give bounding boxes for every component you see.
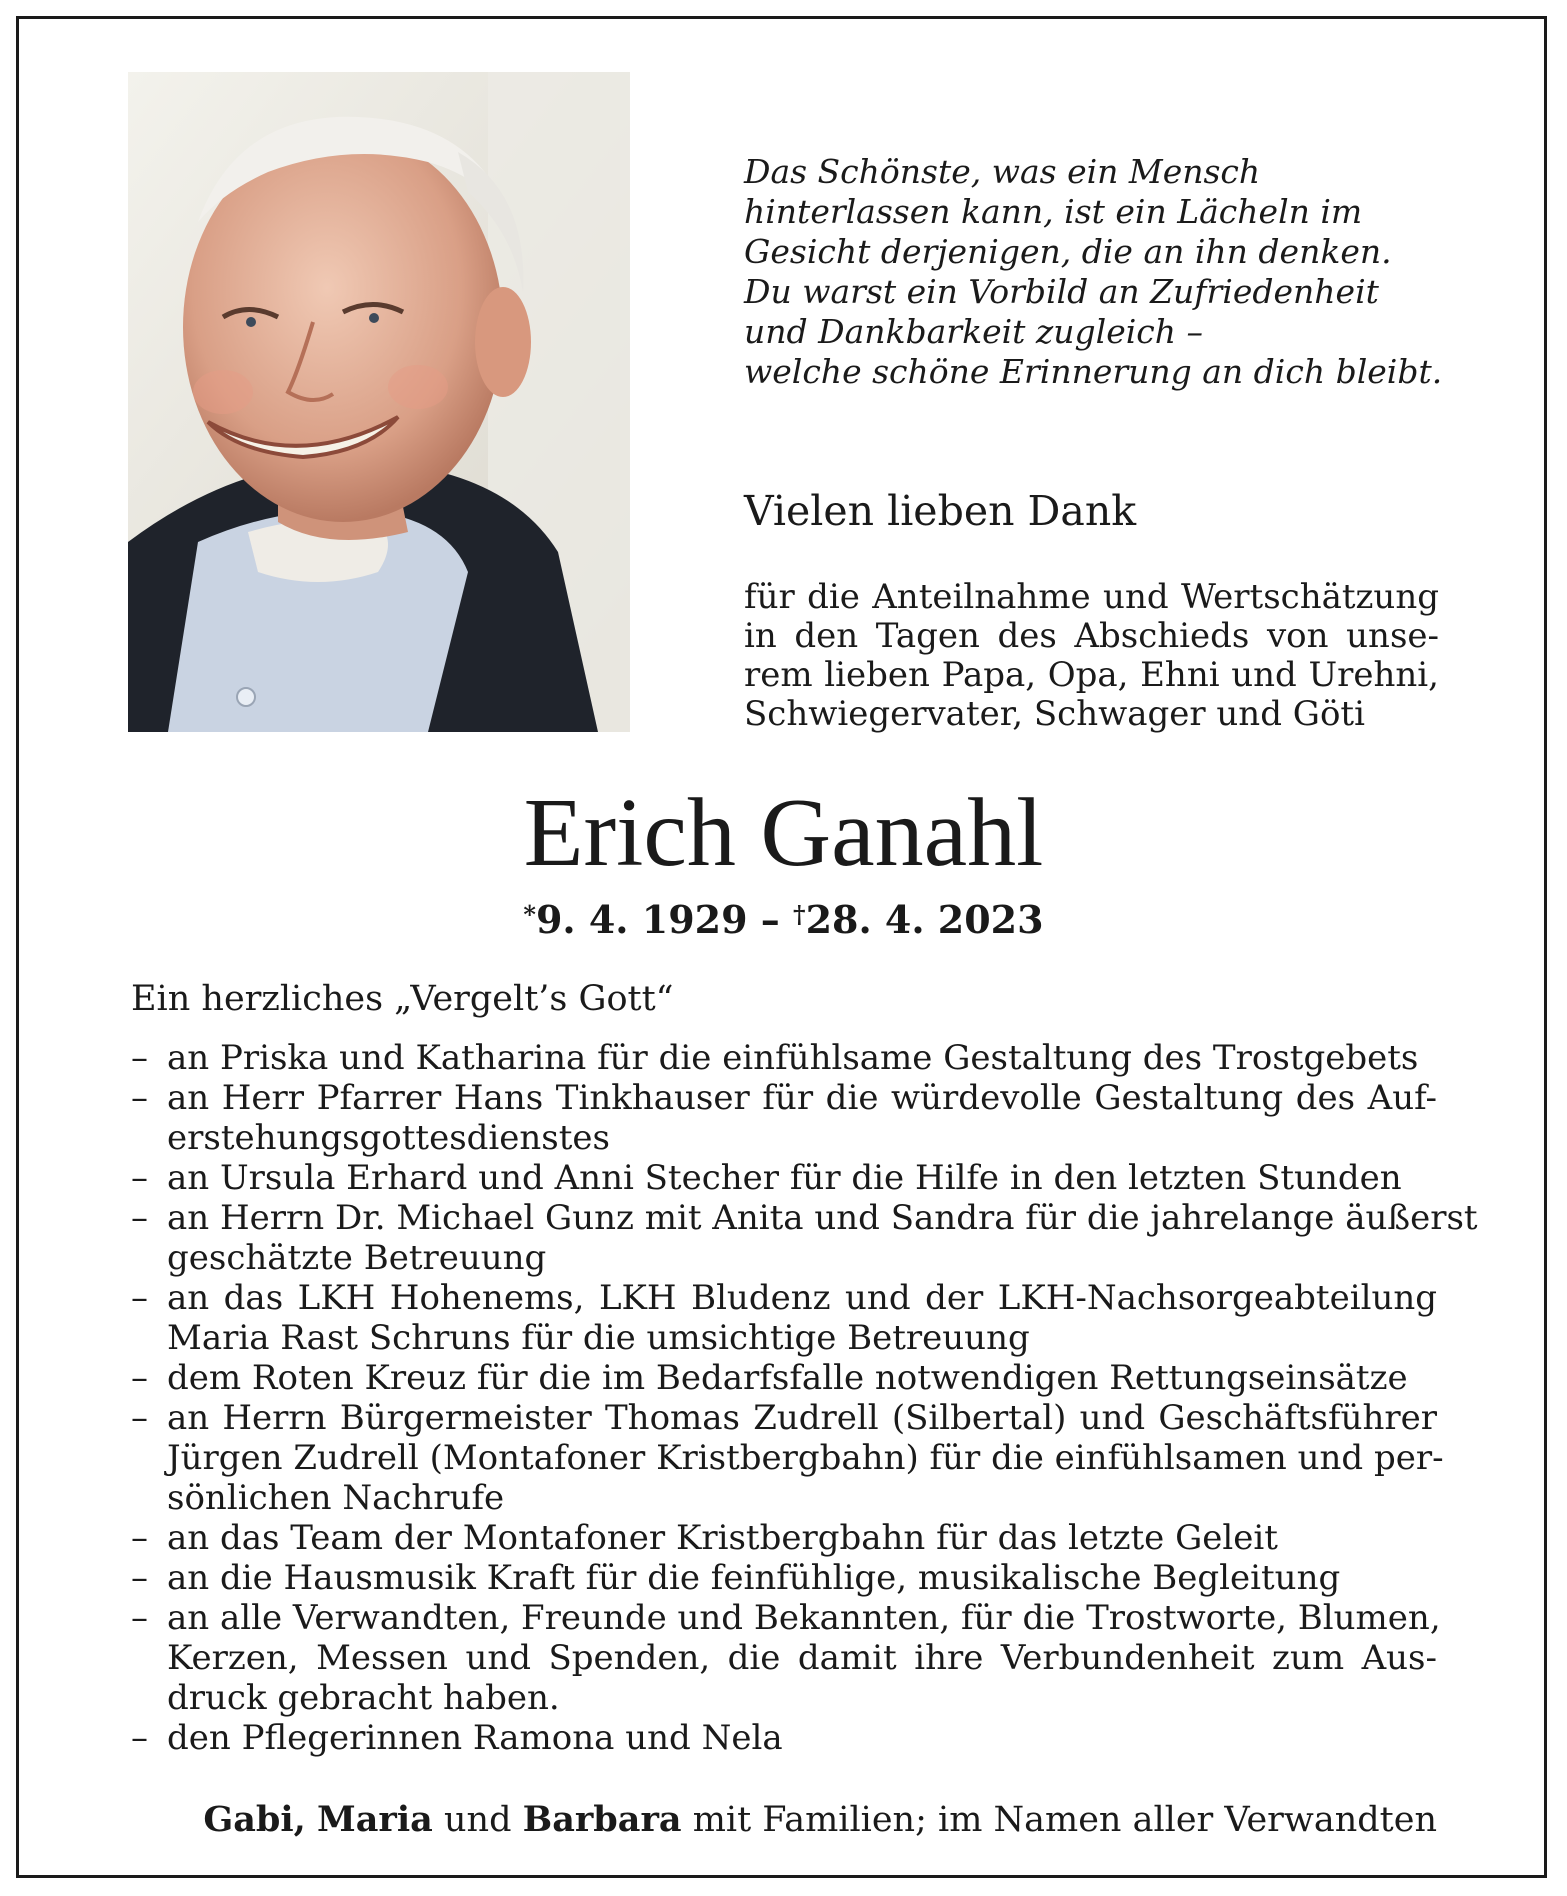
- signature-rest: mit Familien; im Namen aller Verwandten: [681, 1800, 1437, 1840]
- list-item-line: sönlichen Nachrufe: [167, 1478, 505, 1518]
- list-dash: –: [131, 1518, 148, 1558]
- portrait-photo: [128, 72, 630, 732]
- list-item-line: an das Team der Montafoner Kristbergbahn für das letzte Geleit: [167, 1518, 1278, 1558]
- list-item-line: geschätzte Betreuung: [167, 1238, 547, 1278]
- quote-line: Gesicht derjenigen, die an ihn denken.: [744, 232, 1392, 271]
- list-dash: –: [131, 1398, 148, 1438]
- list-item-line: dem Roten Kreuz für die im Bedarfsfalle notwendigen Rettungseinsätze: [167, 1358, 1408, 1398]
- thanks-list-item: [131, 1558, 1437, 1598]
- thanks-list-item: [131, 1518, 1437, 1558]
- list-item-line: an Herrn Bürgermeister Thomas Zudrell (Silbertal) und Geschäftsführer: [167, 1398, 1437, 1438]
- list-item-line: an Ursula Erhard und Anni Stecher für die Hilfe in den letzten Stunden: [167, 1158, 1402, 1198]
- list-item-line: den Pflegerinnen Ramona und Nela: [167, 1718, 783, 1758]
- list-item-line: Jürgen Zudrell (Montafoner Kristbergbahn) für die einfühlsamen und per-: [167, 1438, 1444, 1478]
- thanks-list-item: [131, 1398, 1444, 1518]
- deceased-name: Erich Ganahl: [523, 779, 1044, 887]
- portrait-illustration: [128, 72, 630, 732]
- list-item-line: an die Hausmusik Kraft für die feinfühlige, musikalische Begleitung: [167, 1558, 1341, 1598]
- thanks-list-item: [131, 1078, 1437, 1158]
- list-item-line: an Herrn Dr. Michael Gunz mit Anita und Sandra für die jahrelange äußerst: [167, 1198, 1478, 1238]
- list-item-line: an Priska und Katharina für die einfühlsame Gestaltung des Trostgebets: [167, 1038, 1419, 1078]
- thanks-list-item: [131, 1358, 1437, 1398]
- signature-name-2: Maria: [317, 1799, 433, 1840]
- list-dash: –: [131, 1598, 148, 1638]
- thanks-list-item: [131, 1198, 1478, 1278]
- thanks-list-item: [131, 1718, 1437, 1758]
- signature: [203, 1798, 1437, 1842]
- thanks-list: [131, 1038, 1478, 1758]
- list-dash: –: [131, 1198, 148, 1238]
- death-symbol: †: [793, 900, 806, 929]
- thanks-line: rem lieben Papa, Opa, Ehni und Urehni,: [744, 655, 1439, 695]
- birth-date: 9. 4. 1929: [535, 897, 748, 942]
- list-dash: –: [131, 1358, 148, 1398]
- thanks-line: in den Tagen des Abschieds von unse-: [744, 616, 1439, 656]
- birth-symbol: *: [523, 900, 536, 929]
- intro-text: Ein herzliches „Vergelt’s Gott“: [131, 979, 674, 1019]
- list-item-line: an alle Verwandten, Freunde und Bekannten, für die Trostworte, Blumen,: [167, 1598, 1441, 1638]
- list-item-line: Kerzen, Messen und Spenden, die damit ihre Verbundenheit zum Aus-: [167, 1638, 1437, 1678]
- signature-joiner: und: [432, 1800, 523, 1840]
- list-item-line: erstehungsgottesdienstes: [167, 1118, 610, 1158]
- list-dash: –: [131, 1558, 148, 1598]
- list-dash: –: [131, 1718, 148, 1758]
- life-dates: [0, 892, 1567, 943]
- list-item-line: an Herr Pfarrer Hans Tinkhauser für die würdevolle Gestaltung des Auf-: [167, 1078, 1437, 1118]
- thanks-line: für die Anteilnahme und Wertschätzung: [744, 577, 1439, 617]
- list-dash: –: [131, 1158, 148, 1198]
- thanks-list-item: [131, 1278, 1437, 1358]
- list-item-line: an das LKH Hohenems, LKH Bludenz und der LKH-Nachsorgeabteilung: [167, 1278, 1437, 1318]
- quote-line: und Dankbarkeit zugleich –: [744, 312, 1204, 351]
- quote-line: Du warst ein Vorbild an Zufriedenheit: [744, 272, 1379, 311]
- thanks-heading: Vielen lieben Dank: [744, 487, 1137, 535]
- list-item-line: druck gebracht haben.: [167, 1678, 560, 1718]
- thanks-text: [744, 578, 1439, 734]
- thanks-list-item: [131, 1598, 1441, 1718]
- date-separator: –: [747, 897, 793, 942]
- quote-line: hinterlassen kann, ist ein Lächeln im: [744, 192, 1363, 231]
- signature-name-3: Barbara: [522, 1799, 682, 1840]
- quote-line: Das Schönste, was ein Mensch: [744, 152, 1261, 191]
- thanks-list-item: [131, 1158, 1437, 1198]
- list-dash: –: [131, 1278, 148, 1318]
- quote-line: welche schöne Erinnerung an dich bleibt.: [744, 352, 1443, 391]
- signature-name-1: Gabi,: [203, 1799, 306, 1840]
- memorial-quote: [744, 152, 1464, 392]
- thanks-line: Schwiegervater, Schwager und Göti: [744, 694, 1365, 734]
- list-dash: –: [131, 1038, 148, 1078]
- thanks-list-item: [131, 1038, 1437, 1078]
- death-date: 28. 4. 2023: [805, 897, 1044, 942]
- list-item-line: Maria Rast Schruns für die umsichtige Betreuung: [167, 1318, 1030, 1358]
- list-dash: –: [131, 1078, 148, 1118]
